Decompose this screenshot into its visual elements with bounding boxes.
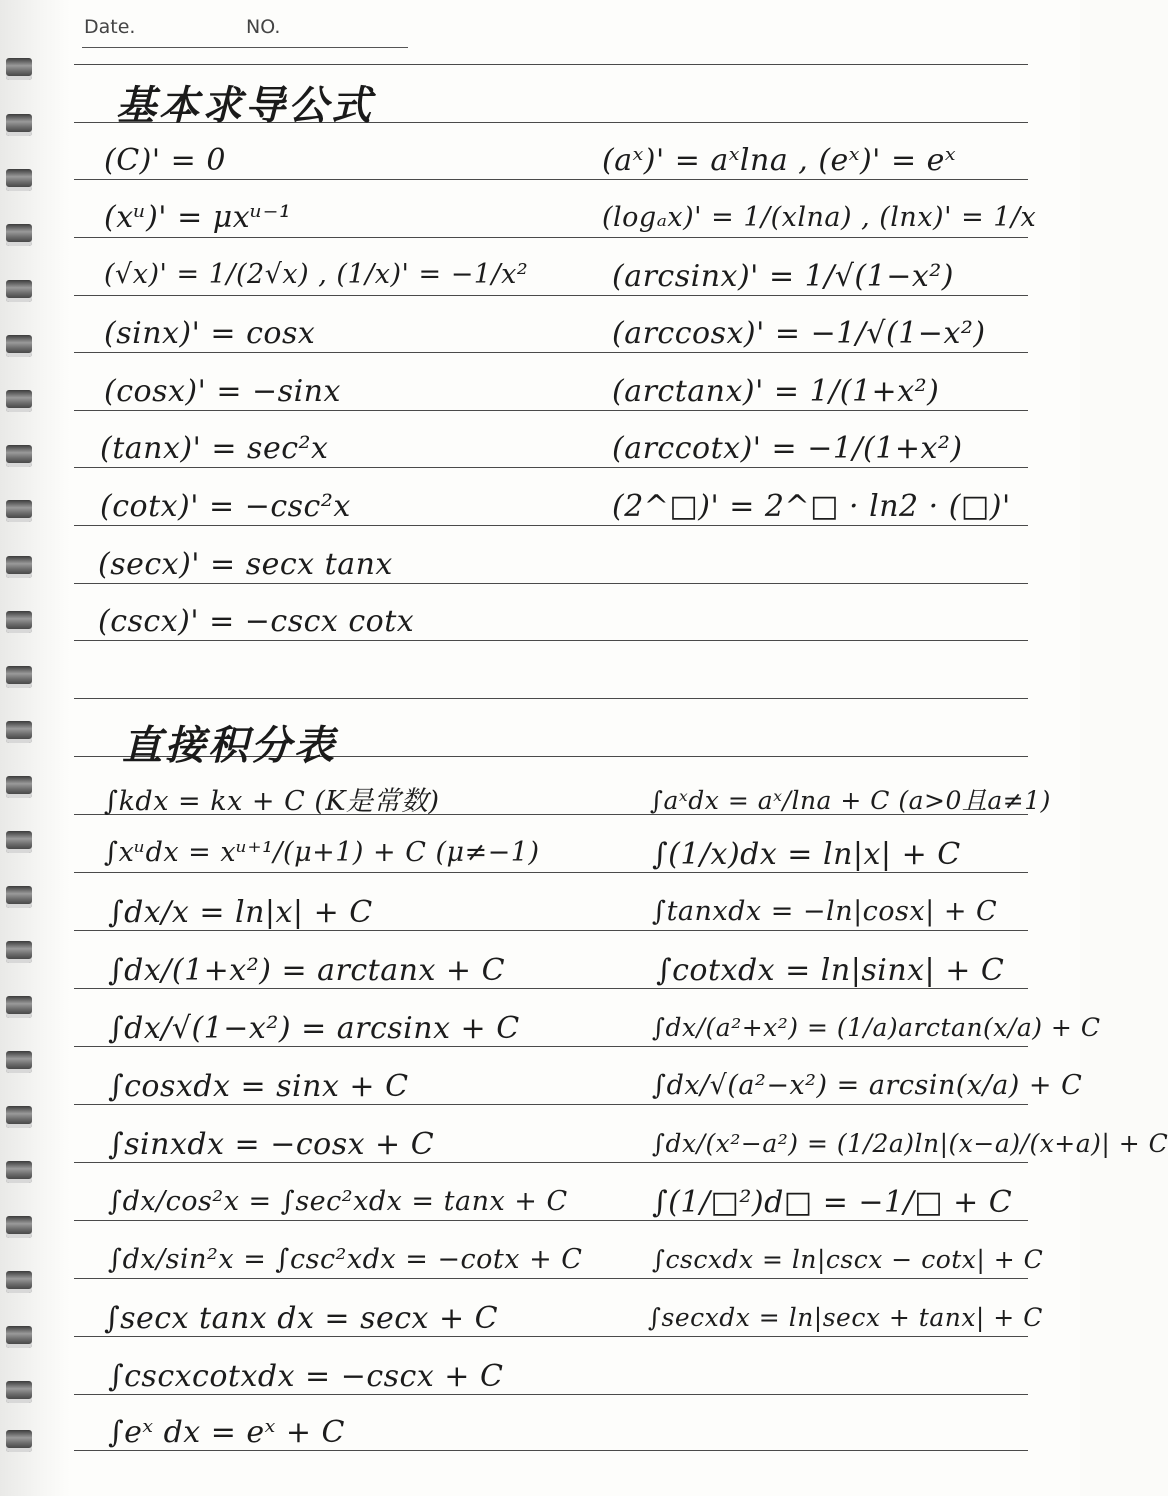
date-label: Date. bbox=[84, 16, 136, 38]
ring-icon bbox=[6, 1216, 32, 1238]
ring-icon bbox=[6, 996, 32, 1018]
ring-icon bbox=[6, 831, 32, 853]
formula: ∫cscxcotxdx = −cscx + C bbox=[108, 1359, 504, 1394]
formula: (√x)' = 1/(2√x) , (1/x)' = −1/x² bbox=[104, 259, 529, 290]
formula: (sinx)' = cosx bbox=[104, 316, 316, 351]
ring-icon bbox=[6, 335, 32, 357]
formula: (cscx)' = −cscx cotx bbox=[98, 604, 415, 639]
formula: (arcsinx)' = 1/√(1−x²) bbox=[612, 259, 955, 294]
formula: ∫cscxdx = ln|cscx − cotx| + C bbox=[652, 1245, 1044, 1274]
formula: ∫aˣdx = aˣ/lna + C (a>0且a≠1) bbox=[650, 786, 1051, 815]
formula: ∫dx/√(a²−x²) = arcsin(x/a) + C bbox=[652, 1070, 1083, 1101]
formula: (cosx)' = −sinx bbox=[104, 374, 341, 409]
ring-icon bbox=[6, 1106, 32, 1128]
formula: ∫dx/(x²−a²) = (1/2a)ln|(x−a)/(x+a)| + C bbox=[652, 1129, 1168, 1158]
formula: ∫tanxdx = −ln|cosx| + C bbox=[652, 896, 998, 927]
formula: (tanx)' = sec²x bbox=[100, 431, 329, 466]
formula: (cotx)' = −csc²x bbox=[100, 489, 351, 524]
formula: ∫dx/(a²+x²) = (1/a)arctan(x/a) + C bbox=[652, 1013, 1101, 1042]
formula: (aˣ)' = aˣlna , (eˣ)' = eˣ bbox=[602, 143, 957, 178]
ring-icon bbox=[6, 666, 32, 688]
ring-icon bbox=[6, 886, 32, 908]
ring-icon bbox=[6, 611, 32, 633]
section-title-derivatives: 基本求导公式 bbox=[116, 82, 374, 129]
ring-icon bbox=[6, 58, 32, 80]
formula: ∫dx/x = ln|x| + C bbox=[108, 895, 373, 930]
formula: (arccosx)' = −1/√(1−x²) bbox=[612, 316, 986, 351]
ring-icon bbox=[6, 445, 32, 467]
formula: (logₐx)' = 1/(xlna) , (lnx)' = 1/x bbox=[602, 202, 1037, 233]
ring-icon bbox=[6, 390, 32, 412]
formula: ∫dx/cos²x = ∫sec²xdx = tanx + C bbox=[108, 1186, 568, 1217]
formula: ∫eˣ dx = eˣ + C bbox=[108, 1415, 345, 1450]
ring-icon bbox=[6, 721, 32, 743]
ring-icon bbox=[6, 1430, 32, 1452]
formula: ∫sinxdx = −cosx + C bbox=[108, 1127, 435, 1162]
ring-icon bbox=[6, 500, 32, 522]
formula: (2^□)' = 2^□ · ln2 · (□)' bbox=[612, 489, 1011, 524]
ring-icon bbox=[6, 1381, 32, 1403]
spiral-binding bbox=[0, 0, 40, 1496]
formula: (secx)' = secx tanx bbox=[98, 547, 393, 582]
ring-icon bbox=[6, 280, 32, 302]
formula: ∫cosxdx = sinx + C bbox=[108, 1069, 409, 1104]
ring-icon bbox=[6, 1051, 32, 1073]
formula: ∫secx tanx dx = secx + C bbox=[104, 1301, 499, 1336]
formula: ∫dx/(1+x²) = arctanx + C bbox=[108, 953, 506, 988]
ring-icon bbox=[6, 114, 32, 136]
formula: ∫(1/□²)d□ = −1/□ + C bbox=[652, 1185, 1013, 1220]
ring-icon bbox=[6, 556, 32, 578]
formula: (xᵘ)' = μxᵘ⁻¹ bbox=[104, 200, 292, 235]
formula: ∫xᵘdx = xᵘ⁺¹/(μ+1) + C (μ≠−1) bbox=[104, 837, 540, 868]
header-underline bbox=[82, 47, 408, 48]
formula: ∫dx/√(1−x²) = arcsinx + C bbox=[108, 1011, 520, 1046]
ring-icon bbox=[6, 1326, 32, 1348]
formula: (C)' = 0 bbox=[104, 143, 226, 178]
formula: (arccotx)' = −1/(1+x²) bbox=[612, 431, 963, 466]
formula: (arctanx)' = 1/(1+x²) bbox=[612, 374, 940, 409]
formula: ∫secxdx = ln|secx + tanx| + C bbox=[648, 1303, 1043, 1332]
formula: ∫cotxdx = ln|sinx| + C bbox=[656, 953, 1005, 988]
number-label: NO. bbox=[246, 16, 281, 38]
section-title-integrals: 直接积分表 bbox=[122, 722, 337, 769]
formula: ∫kdx = kx + C (K是常数) bbox=[104, 786, 440, 817]
ring-icon bbox=[6, 1161, 32, 1183]
ring-icon bbox=[6, 1271, 32, 1293]
ring-icon bbox=[6, 941, 32, 963]
ring-icon bbox=[6, 224, 32, 246]
formula: ∫(1/x)dx = ln|x| + C bbox=[652, 837, 961, 872]
formula: ∫dx/sin²x = ∫csc²xdx = −cotx + C bbox=[108, 1244, 583, 1275]
ring-icon bbox=[6, 776, 32, 798]
ring-icon bbox=[6, 169, 32, 191]
